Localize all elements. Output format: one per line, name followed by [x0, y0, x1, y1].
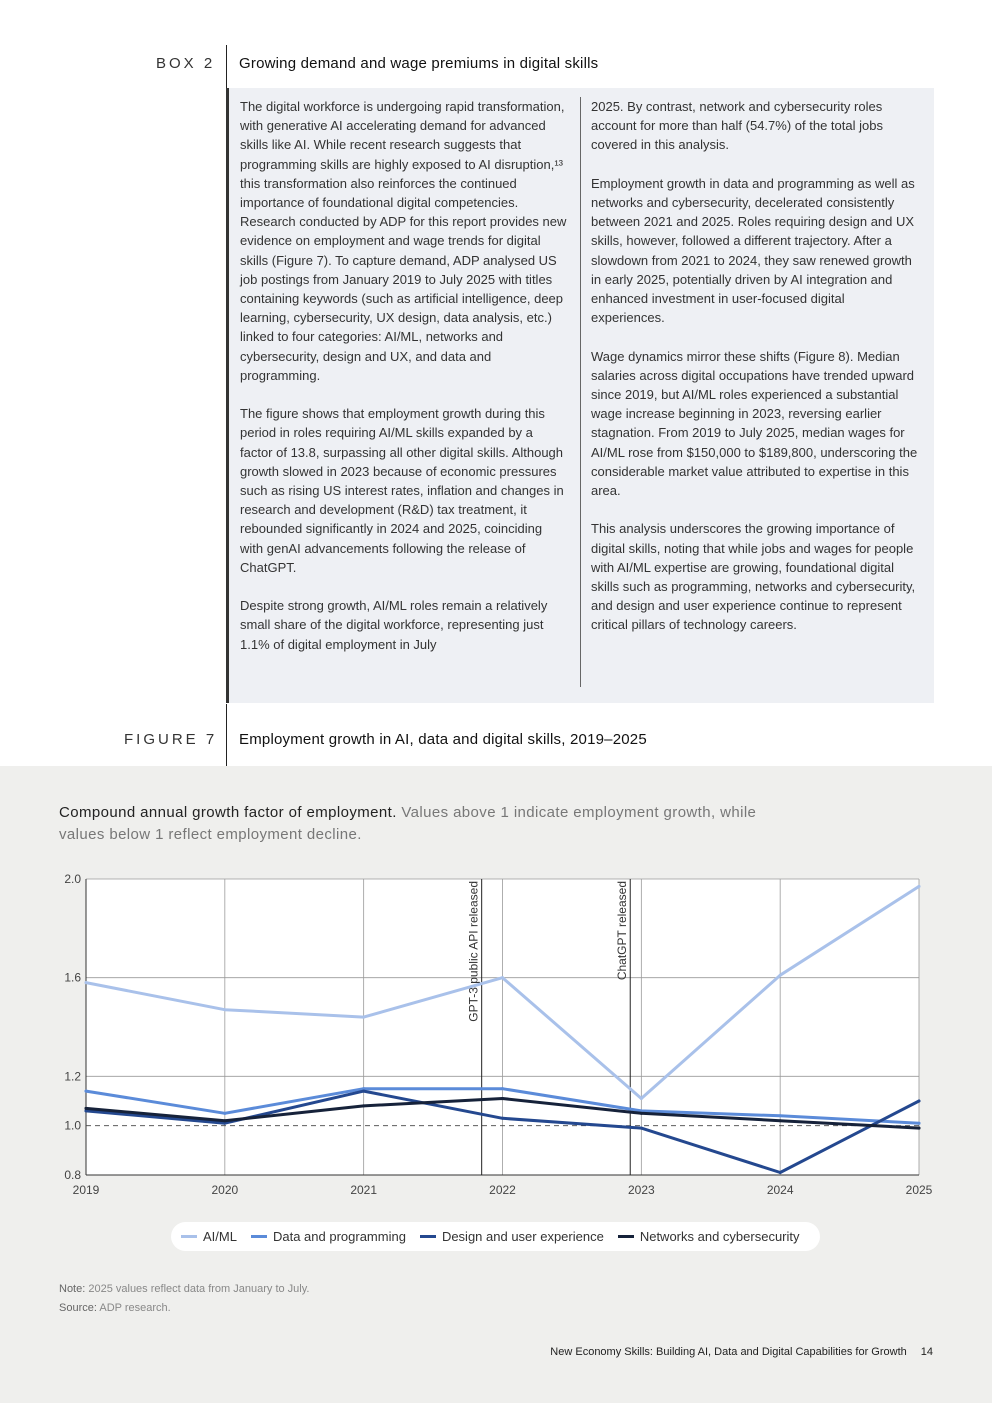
y-tick-label: 1.2	[64, 1069, 81, 1084]
data-point	[223, 1119, 226, 1122]
data-point	[779, 1171, 782, 1174]
legend-label: Design and user experience	[441, 1229, 604, 1244]
source-text: ADP research.	[96, 1302, 171, 1314]
chart-legend	[171, 1222, 820, 1251]
footer-title-bold: New Economy Skills:	[550, 1346, 653, 1358]
box-paragraph: 2025. By contrast, network and cybersecurity roles account for more than half (54.7%) of the total jobs covered in this analysis.	[591, 99, 883, 153]
y-tick-label: 1.0	[64, 1118, 81, 1133]
figure-notes	[59, 1280, 310, 1318]
page-footer	[0, 1346, 933, 1358]
data-point	[918, 1127, 921, 1130]
data-point	[640, 1127, 643, 1130]
figure-title: Employment growth in AI, data and digital skills, 2019–2025	[239, 731, 647, 748]
annotation-label: ChatGPT released	[615, 881, 630, 981]
data-point	[223, 1008, 226, 1011]
column-divider	[580, 97, 581, 687]
box-column-left	[240, 97, 568, 673]
page-number: 14	[920, 1346, 933, 1358]
data-point	[85, 1107, 88, 1110]
legend-item-data-programming	[251, 1229, 406, 1244]
legend-label: Data and programming	[272, 1229, 406, 1244]
figure-label: FIGURE 7	[124, 731, 218, 748]
footer-title-rest: Building AI, Data and Digital Capabilities for Growth	[653, 1346, 907, 1358]
data-point	[501, 1117, 504, 1120]
box-paragraph: Despite strong growth, AI/ML roles remain a relatively small share of the digital workforce, representing just 1.1% of digital employment in July	[240, 598, 548, 652]
line-chart	[0, 860, 992, 1205]
legend-label: AI/ML	[203, 1229, 237, 1244]
box-title: Growing demand and wage premiums in digital skills	[239, 55, 599, 72]
legend-item-networks-cyber	[618, 1229, 800, 1244]
y-tick-label: 0.8	[64, 1168, 81, 1182]
data-point	[362, 1090, 365, 1093]
source-label: Source:	[59, 1302, 97, 1314]
y-tick-label: 2.0	[64, 872, 81, 886]
figure-header-rule	[226, 704, 227, 766]
note-label: Note:	[59, 1283, 86, 1295]
note-line	[59, 1280, 310, 1299]
figure-subtitle	[59, 802, 799, 846]
box-side-rule	[226, 88, 229, 703]
legend-swatch	[420, 1235, 436, 1238]
data-point	[918, 1100, 921, 1103]
x-tick-label: 2020	[211, 1183, 239, 1197]
annotation-label: GPT-3 public API released	[466, 881, 481, 1022]
data-point	[362, 1104, 365, 1107]
box-column-right	[591, 97, 919, 654]
x-tick-label: 2021	[350, 1183, 378, 1197]
x-tick-label: 2024	[766, 1183, 794, 1197]
data-point	[640, 1112, 643, 1115]
x-tick-label: 2019	[72, 1183, 100, 1197]
x-tick-label: 2025	[905, 1183, 933, 1197]
data-point	[918, 885, 921, 888]
box-paragraph: This analysis underscores the growing importance of digital skills, noting that while jobs and wages for people with AI/ML expertise are growing, foundational digital skills such as programming, networks and cybersecurity, and design and user experience continue to represent critical pillars of technology careers.	[591, 521, 916, 633]
legend-swatch	[251, 1235, 267, 1238]
data-point	[501, 1087, 504, 1090]
data-point	[918, 1122, 921, 1125]
data-point	[85, 1090, 88, 1093]
x-tick-label: 2022	[489, 1183, 516, 1197]
box-label: BOX 2	[156, 55, 216, 72]
data-point	[501, 976, 504, 979]
box-paragraph: Wage dynamics mirror these shifts (Figure 8). Median salaries across digital occupations have trended upward since 2019, but AI/ML roles experienced a substantial wage increase beginning in 2023, reversing earlier stagnation. From 2019 to July 2025, median wages for AI/ML rose from $150,000 to $189,800, underscoring the considerable market value attributed to expertise in this area.	[591, 348, 918, 499]
data-point	[501, 1097, 504, 1100]
data-point	[640, 1097, 643, 1100]
box-paragraph: Employment growth in data and programming as well as networks and cybersecurity, decelerated consistently between 2021 and 2025. Roles requiring design and UX skills, however, followed a different trajectory. After a slowdown from 2021 to 2024, they saw renewed growth in early 2025, potentially driven by AI integration and enhanced investment in user-focused digital experiences.	[591, 175, 915, 326]
source-line	[59, 1299, 310, 1318]
x-tick-label: 2023	[627, 1183, 655, 1197]
data-point	[779, 1119, 782, 1122]
box-paragraph: The digital workforce is undergoing rapid transformation, with generative AI accelerating demand for advanced skills like AI. While recent research suggests that programming skills are highly exposed to AI disruption,¹³ this transformation also reinforces the continued importance of foundational digital competencies. Research conducted by ADP for this report provides new evidence on employment and wage trends for digital skills (Figure 7). To capture demand, ADP analysed US job postings from January 2019 to July 2025 with titles containing keywords (such as artificial intelligence, deep learning, cybersecurity, UX design, data analysis, etc.) linked to four categories: AI/ML, networks and cybersecurity, design and UX, and data and programming.	[240, 99, 567, 383]
box-header-rule	[226, 45, 227, 90]
legend-item-design-ux	[420, 1229, 604, 1244]
legend-swatch	[181, 1235, 197, 1238]
figure-subtitle-strong: Compound annual growth factor of employment.	[59, 804, 397, 821]
data-point	[223, 1112, 226, 1115]
note-text: 2025 values reflect data from January to July.	[85, 1283, 310, 1295]
legend-item-aiml	[181, 1229, 237, 1244]
figure-subtitle-light: Values above 1 indicate employment growth, while values below 1 reflect employment decline.	[59, 804, 757, 843]
legend-swatch	[618, 1235, 634, 1238]
data-point	[85, 981, 88, 984]
box-paragraph: The figure shows that employment growth during this period in roles requiring AI/ML skills expanded by a factor of 13.8, surpassing all other digital skills. Although growth slowed in 2023 because of economic pressures such as rising US interest rates, inflation and changes in research and development (R&D) tax treatment, it rebounded significantly in 2024 and 2025, coinciding with genAI advancements following the release of ChatGPT.	[240, 406, 564, 575]
data-point	[362, 1016, 365, 1019]
data-point	[779, 1114, 782, 1117]
legend-label: Networks and cybersecurity	[639, 1229, 800, 1244]
data-point	[779, 974, 782, 977]
y-tick-label: 1.6	[64, 970, 81, 985]
